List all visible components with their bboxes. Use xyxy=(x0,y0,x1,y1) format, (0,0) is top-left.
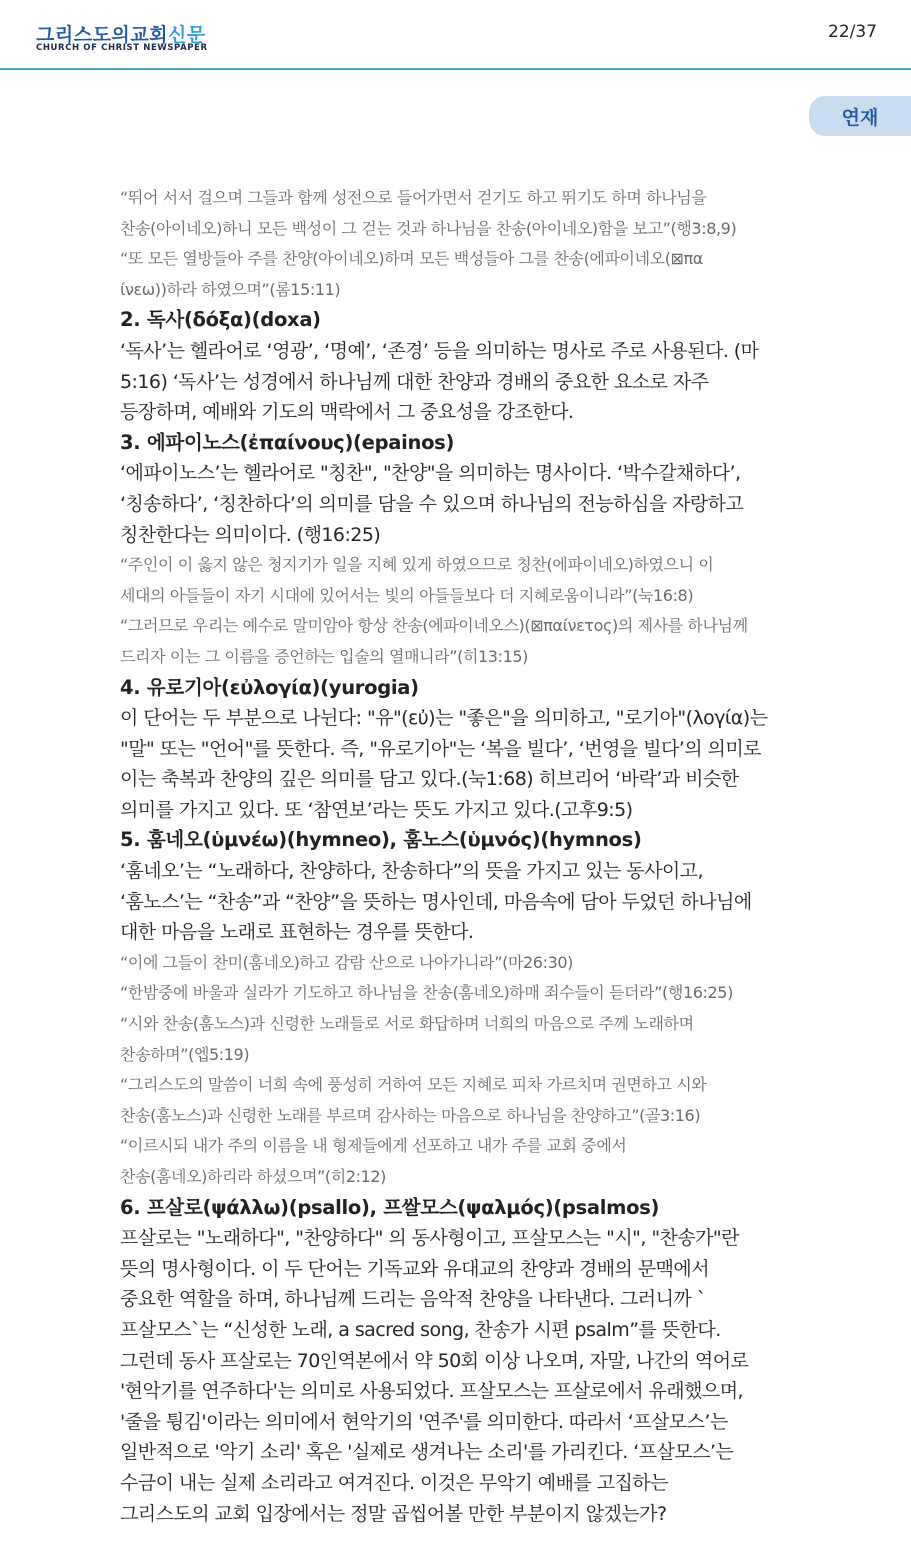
body-text-line: ‘훔네오’는 “노래하다, 찬양하다, 찬송하다”의 뜻을 가지고 있는 동사이고, xyxy=(120,860,703,883)
section-heading: 4. 유로기아(εὐλογία)(yurogia) xyxy=(120,675,419,699)
page-header xyxy=(0,0,911,70)
body-text-line: 이 단어는 두 부분으로 나뉜다: "유"(εὐ)는 "좋은"을 의미하고, "로기아"(λογία)는 xyxy=(120,707,768,730)
page-number: 22/37 xyxy=(828,22,877,42)
body-text-line: 프살모스`는 “신성한 노래, a sacred song, 찬송가 시편 psalm”를 뜻한다. xyxy=(120,1318,721,1341)
scripture-quote-line: 드리자 이는 그 이름을 증언하는 입술의 열매니라”(히13:15) xyxy=(120,646,528,666)
body-text-line: ‘독사’는 헬라어로 ‘영광’, ‘명예’, ‘존경’ 등을 의미하는 명사로 주로 사용된다. (마 xyxy=(120,339,759,362)
section-heading: 5. 훔네오(ὑμνέω)(hymneo), 훔노스(ὑμνός)(hymnos) xyxy=(120,828,642,852)
section-tag: 연재 xyxy=(809,96,911,136)
scripture-quote-line: “한밤중에 바울과 실라가 기도하고 하나님을 찬송(훔네오)하매 죄수들이 듣더라”(행16:25) xyxy=(120,983,733,1003)
body-text-line: '현악기를 연주하다'는 의미로 사용되었다. 프살모스는 프살로에서 유래했으며, xyxy=(120,1380,743,1403)
body-text-line: 대한 마음을 노래로 표현하는 경우를 뜻한다. xyxy=(120,921,474,944)
body-text-line: "말" 또는 "언어"를 뜻한다. 즉, "유로기아"는 ‘복을 빌다’, ‘번영을 빌다’의 의미로 xyxy=(120,737,761,760)
body-text-line: 프살로는 "노래하다", "찬양하다" 의 동사형이고, 프살모스는 "시", "찬송가"란 xyxy=(120,1227,739,1250)
scripture-quote-line: 세대의 아들들이 자기 시대에 있어서는 빛의 아들들보다 더 지혜로움이니라”(눅16:8) xyxy=(120,585,694,605)
scripture-quote-line: “이에 그들이 찬미(훔네오)하고 감람 산으로 나아가니라”(마26:30) xyxy=(120,952,573,972)
scripture-quote-line: “주인이 이 옳지 않은 청지기가 일을 지혜 있게 하였으므로 칭찬(에파이네오)하였으니 이 xyxy=(120,555,714,575)
body-text-line: ‘에파이노스’는 헬라어로 "칭찬", "찬양"을 의미하는 명사이다. ‘박수갈채하다’, xyxy=(120,462,741,485)
body-text-line: 칭찬한다는 의미이다. (행16:25) xyxy=(120,523,381,546)
body-text-line: 이는 축복과 찬양의 깊은 의미를 담고 있다.(눅1:68) 히브리어 ‘바락’과 비슷한 xyxy=(120,768,739,791)
scripture-quote-line: “또 모든 열방들아 주를 찬양(아이네오)하며 모든 백성들아 그를 찬송(에파이네오(⊠πα xyxy=(120,249,703,269)
logo-title-main: 그리스도의교회 xyxy=(36,24,168,46)
body-text-line: 등장하며, 예배와 기도의 맥락에서 그 중요성을 강조한다. xyxy=(120,401,574,424)
scripture-quote-line: “그러므로 우리는 예수로 말미암아 항상 찬송(에파이네오스)(⊠παίνετος)의 제사를 하나님께 xyxy=(120,616,748,636)
article-body xyxy=(120,183,810,1529)
scripture-quote-line: ίνεω))하라 하였으며”(롬15:11) xyxy=(120,279,341,299)
body-text-line: '줄을 튕김'이라는 의미에서 현악기의 '연주'를 의미한다. 따라서 ‘프살모스’는 xyxy=(120,1410,728,1433)
scripture-quote-line: “그리스도의 말씀이 너희 속에 풍성히 거하여 모든 지혜로 피차 가르치며 권면하고 시와 xyxy=(120,1075,707,1095)
scripture-quote-line: 찬송하며”(엡5:19) xyxy=(120,1044,250,1064)
body-text-line: 5:16) ‘독사’는 성경에서 하나님께 대한 찬양과 경배의 중요한 요소로 자주 xyxy=(120,370,709,393)
body-text-line: 그런데 동사 프살로는 70인역본에서 약 50회 이상 나오며, 자말, 나간의 역어로 xyxy=(120,1349,749,1372)
scripture-quote-line: 찬송(아이네오)하니 모든 백성이 그 걷는 것과 하나님을 찬송(아이네오)함을 보고”(행3:8,9) xyxy=(120,218,737,238)
section-heading: 2. 독사(δόξα)(doxa) xyxy=(120,308,321,332)
scripture-quote-line: 찬송(훔네오)하리라 하셨으며”(히2:12) xyxy=(120,1167,387,1186)
logo-title-accent: 신문 xyxy=(167,24,206,46)
section-heading: 3. 에파이노스(ἐπαίνους)(epainos) xyxy=(120,430,455,454)
section-heading: 6. 프살로(ψάλλω)(psallo), 프쌀모스(ψαλμός)(psalmos) xyxy=(120,1195,660,1219)
body-text-line: ‘훔노스’는 “찬송”과 “찬양”을 뜻하는 명사인데, 마음속에 담아 두었던 하나님에 xyxy=(120,890,752,913)
scripture-quote-line: “이르시되 내가 주의 이름을 내 형제들에게 선포하고 내가 주를 교회 중에서 xyxy=(120,1136,627,1156)
body-text-line: 중요한 역할을 하며, 하나님께 드리는 음악적 찬양을 나타낸다. 그러니까 ` xyxy=(120,1288,706,1311)
body-text-line: 일반적으로 '악기 소리' 혹은 '실제로 생겨나는 소리'를 가리킨다. ‘프살모스’는 xyxy=(120,1441,734,1464)
body-text-line: 수금이 내는 실제 소리라고 여겨진다. 이것은 무악기 예배를 고집하는 xyxy=(120,1471,668,1494)
scripture-quote-line: 찬송(훔노스)과 신령한 노래를 부르며 감사하는 마음으로 하나님을 찬양하고”(골3:16) xyxy=(120,1105,701,1125)
body-text-line: 뜻의 명사형이다. 이 두 단어는 기독교와 유대교의 찬양과 경배의 문맥에서 xyxy=(120,1257,710,1280)
logo-subtitle: CHURCH OF CHRIST NEWSPAPER xyxy=(36,43,208,53)
body-text-line: 그리스도의 교회 입장에서는 정말 곱씹어볼 만한 부분이지 않겠는가? xyxy=(120,1502,667,1525)
scripture-quote-line: “시와 찬송(훔노스)과 신령한 노래들로 서로 화답하며 너희의 마음으로 주께 노래하며 xyxy=(120,1014,694,1034)
body-text-line: ‘칭송하다’, ‘칭찬하다’의 의미를 담을 수 있으며 하나님의 전능하심을 자랑하고 xyxy=(120,492,744,515)
scripture-quote-line: “뛰어 서서 걸으며 그들과 함께 성전으로 들어가면서 걷기도 하고 뛰기도 하며 하나님을 xyxy=(120,188,707,207)
body-text-line: 의미를 가지고 있다. 또 ‘참연보’라는 뜻도 가지고 있다.(고후9:5) xyxy=(120,798,633,821)
